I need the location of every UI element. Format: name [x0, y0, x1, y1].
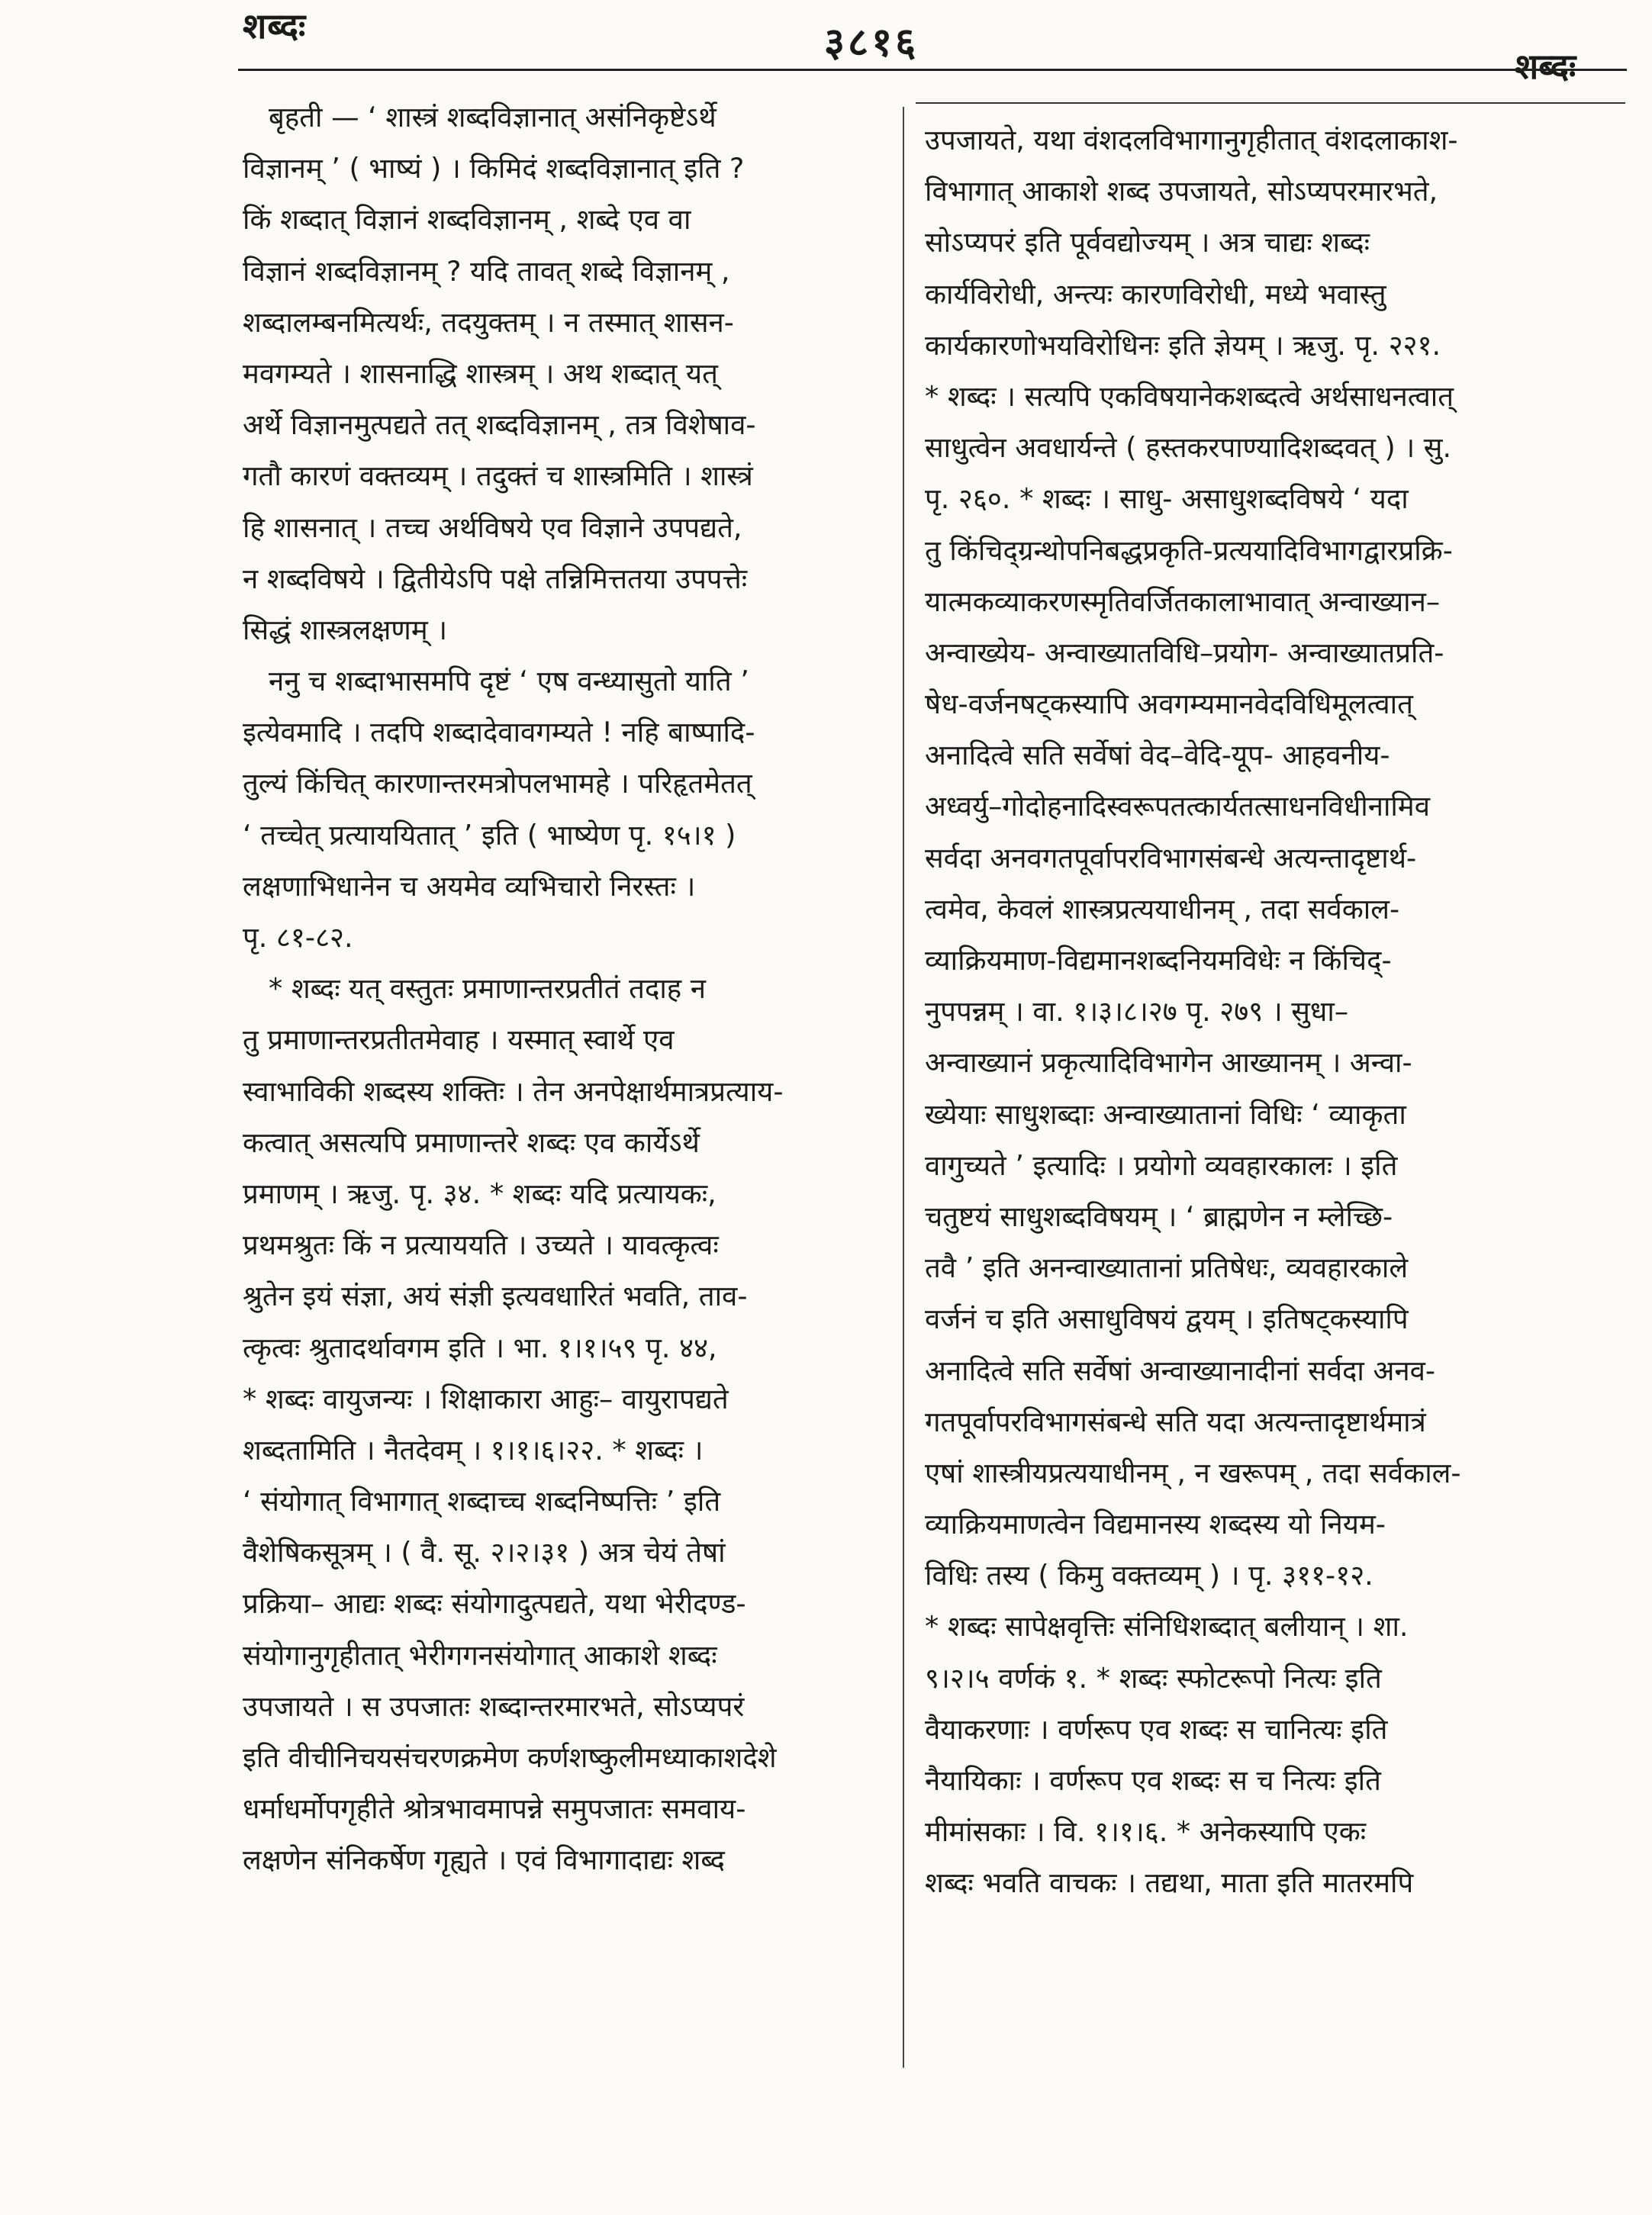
- text-line: चतुष्टयं साधुशब्दविषयम् । ‘ ब्राह्मणेन न म्लेच्छि-: [925, 1199, 1393, 1233]
- text-line: * शब्दः यत् वस्तुतः प्रमाणान्तरप्रतीतं तदाह न: [269, 972, 707, 1006]
- text-line: सोऽप्यपरं इति पूर्ववद्योज्यम् । अत्र चाद्यः शब्दः: [925, 226, 1370, 259]
- text-line: नैयायिकाः । वर्णरूप एव शब्दः स च नित्यः इति: [925, 1764, 1381, 1797]
- text-line: हि शासनात् । तच्च अर्थविषये एव विज्ञाने उपपद्यते,: [243, 510, 742, 544]
- text-line: ‘ संयोगात् विभागात् शब्दाच्च शब्दनिष्पत्तिः ’ इति: [243, 1485, 721, 1518]
- text-line: नुपपन्नम् । वा. १।३।८।२७ पृ. २७९ । सुधा–: [925, 995, 1349, 1029]
- text-line: प्रमाणम् । ऋजु. पृ. ३४. * शब्दः यदि प्रत्यायकः,: [243, 1177, 717, 1210]
- header-right-word: शब्दः: [1515, 46, 1576, 87]
- text-line: वागुच्यते ’ इत्यादिः । प्रयोगो व्यवहारकालः । इति: [925, 1148, 1398, 1182]
- text-line: अनादित्वे सति सर्वेषां अन्वाख्यानादीनां सर्वदा अनव-: [925, 1354, 1436, 1387]
- text-line: साधुत्वेन अवधार्यन्ते ( हस्तकरपाण्यादिशब्दवत् ) । सु.: [925, 431, 1452, 465]
- header-left-word: शब्दः: [243, 5, 307, 47]
- text-line: इत्येवमादि । तदपि शब्दादेवावगम्यते ! नहि बाष्पादि-: [243, 716, 755, 749]
- header-rule-secondary: [916, 102, 1625, 104]
- text-line: विज्ञानं शब्दविज्ञानम् ? यदि तावत् शब्दे विज्ञानम् ,: [243, 254, 730, 288]
- text-line: तवै ’ इति अनन्वाख्यातानां प्रतिषेधः, व्यवहारकाले: [925, 1251, 1409, 1285]
- text-line: विधिः तस्य ( किमु वक्तव्यम् ) । पृ. ३११-१२.: [925, 1559, 1373, 1592]
- text-line: अनादित्वे सति सर्वेषां वेद–वेदि-यूप- आहवनीय-: [925, 739, 1390, 772]
- text-line: धर्माधर्मोपगृहीते श्रोत्रभावमापन्ने समुपजातः समवाय-: [243, 1792, 746, 1826]
- text-line: वैशेषिकसूत्रम् । ( वै. सू. २।२।३१ ) अत्र चेयं तेषां: [243, 1536, 726, 1569]
- text-line: न शब्दविषये । द्वितीयेऽपि पक्षे तन्निमित्ततया उपपत्तेः: [243, 562, 748, 595]
- text-line: कत्वात् असत्यपि प्रमाणान्तरे शब्दः एव कार्येऽर्थे: [243, 1125, 700, 1159]
- text-line: ‘ तच्चेत् प्रत्याययितात् ’ इति ( भाष्येण पृ. १५।१ ): [243, 818, 736, 852]
- text-line: पृ. ८१-८२.: [243, 921, 353, 954]
- text-line: गतौ कारणं वक्तव्यम् । तदुक्तं च शास्त्रमिति । शास्त्रं: [243, 459, 753, 493]
- text-line: विज्ञानम् ’ ( भाष्यं ) । किमिदं शब्दविज्ञानात् इति ?: [243, 152, 745, 185]
- text-line: त्वमेव, केवलं शास्त्रप्रत्ययाधीनम् , तदा सर्वकाल-: [925, 892, 1400, 926]
- text-line: वर्जनं च इति असाधुविषयं द्वयम् । इतिषट्कस्यापि: [925, 1302, 1409, 1336]
- text-line: व्याक्रियमाण-विद्यमानशब्दनियमविधेः न किंचिद्-: [925, 944, 1392, 977]
- text-line: उपजायते । स उपजातः शब्दान्तरमारभते, सोऽप्यपरं: [243, 1689, 745, 1723]
- text-line: कार्यकारणोभयविरोधिनः इति ज्ञेयम् । ऋजु. पृ. २२१.: [925, 328, 1441, 362]
- text-line: उपजायते, यथा वंशदलविभागानुगृहीतात् वंशदलाकाश-: [925, 124, 1458, 156]
- page-number: ३८१६: [824, 20, 919, 66]
- text-line: किं शब्दात् विज्ञानं शब्दविज्ञानम् , शब्दे एव वा: [243, 203, 691, 237]
- text-line: अन्वाख्यानं प्रकृत्यादिविभागेन आख्यानम् । अन्वा-: [925, 1046, 1412, 1080]
- text-line: * शब्दः वायुजन्यः । शिक्षाकारा आहुः– वायुरापद्यते: [243, 1382, 729, 1415]
- text-line: ९।२।५ वर्णकं १. * शब्दः स्फोटरूपो नित्यः इति: [925, 1661, 1382, 1695]
- text-line: लक्षणेन संनिकर्षेण गृह्यते । एवं विभागादाद्यः शब्द: [243, 1843, 725, 1877]
- text-line: प्रथमश्रुतः किं न प्रत्याययति । उच्यते । यावत्कृत्वः: [243, 1228, 719, 1262]
- text-line: शब्दतामिति । नैतदेवम् । १।१।६।२२. * शब्दः ।: [243, 1433, 704, 1466]
- text-line: तुल्यं किंचित् कारणान्तरमत्रोपलभामहे । परिहृतमेतत्: [243, 767, 752, 800]
- text-line: शब्दः भवति वाचकः । तद्यथा, माता इति मातरमपि: [925, 1866, 1414, 1900]
- text-line: स्वाभाविकी शब्दस्य शक्तिः । तेन अनपेक्षार्थमात्रप्रत्याय-: [243, 1074, 784, 1108]
- text-line: अन्वाख्येय- अन्वाख्यातविधि–प्रयोग- अन्वाख्यातप्रति-: [925, 636, 1444, 669]
- text-line: मीमांसकाः । वि. १।१।६. * अनेकस्यापि एकः: [925, 1815, 1367, 1849]
- text-line: सर्वदा अनवगतपूर्वापरविभागसंबन्धे अत्यन्तादृष्टार्थ-: [925, 841, 1417, 874]
- text-line: सिद्धं शास्त्रलक्षणम् ।: [243, 613, 448, 646]
- left-column: [243, 92, 876, 1886]
- text-line: कार्यविरोधी, अन्त्यः कारणविरोधी, मध्ये भवास्तु: [925, 277, 1386, 311]
- right-column: [925, 114, 1604, 1909]
- text-line: ननु च शब्दाभासमपि दृष्टं ‘ एष वन्ध्यासुतो याति ’: [269, 665, 749, 698]
- text-line: पृ. २६०. * शब्दः । साधु- असाधुशब्दविषये ‘ यदा: [925, 482, 1409, 516]
- text-line: यात्मकव्याकरणस्मृतिवर्जितकालाभावात् अन्वाख्यान–: [925, 584, 1441, 618]
- header-rule: [238, 69, 1627, 71]
- text-line: एषां शास्त्रीयप्रत्ययाधीनम् , न खरूपम् , तदा सर्वकाल-: [925, 1456, 1461, 1489]
- text-line: इति वीचीनिचयसंचरणक्रमेण कर्णशष्कुलीमध्याकाशदेशे: [243, 1741, 777, 1774]
- text-line: * शब्दः सापेक्षवृत्तिः संनिधिशब्दात् बलीयान् । शा.: [925, 1610, 1409, 1644]
- text-line: * शब्दः । सत्यपि एकविषयानेकशब्दत्वे अर्थसाधनत्वात्: [925, 379, 1454, 413]
- text-line: तु किंचिद्ग्रन्थोपनिबद्धप्रकृति-प्रत्ययादिविभागद्वारप्रक्रि-: [925, 533, 1453, 567]
- text-line: ख्येयाः साधुशब्दाः अन्वाख्यातानां विधिः ‘ व्याकृता: [925, 1097, 1406, 1131]
- text-line: अर्थे विज्ञानमुत्पद्यते तत् शब्दविज्ञानम् , तत्र विशेषाव-: [243, 408, 756, 442]
- text-line: लक्षणाभिधानेन च अयमेव व्यभिचारो निरस्तः ।: [243, 869, 696, 903]
- text-line: व्याक्रियमाणत्वेन विद्यमानस्य शब्दस्य यो नियम-: [925, 1508, 1386, 1541]
- text-line: प्रक्रिया– आद्यः शब्दः संयोगादुत्पद्यते, यथा भेरीदण्ड-: [243, 1587, 746, 1621]
- column-divider: [903, 107, 904, 2068]
- text-line: विभागात् आकाशे शब्द उपजायते, सोऽप्यपरमारभते,: [925, 175, 1438, 208]
- text-line: त्कृत्वः श्रुतादर्थावगम इति । भा. १।१।५९ पृ. ४४,: [243, 1331, 717, 1364]
- text-line: गतपूर्वापरविभागसंबन्धे सति यदा अत्यन्तादृष्टार्थमात्रं: [925, 1405, 1426, 1438]
- text-line: तु प्रमाणान्तरप्रतीतमेवाह । यस्मात् स्वार्थे एव: [243, 1023, 675, 1057]
- text-line: अध्वर्यु–गोदोहनादिस्वरूपतत्कार्यतत्साधनविधीनामिव: [925, 790, 1431, 823]
- text-line: श्रुतेन इयं संज्ञा, अयं संज्ञी इत्यवधारितं भवति, ताव-: [243, 1280, 748, 1313]
- text-line: मवगम्यते । शासनाद्धि शास्त्रम् । अथ शब्दात् यत्: [243, 356, 718, 390]
- text-line: शब्दालम्बनमित्यर्थः, तदयुक्तम् । न तस्मात् शासन-: [243, 305, 734, 339]
- text-line: बृहती — ‘ शास्त्रं शब्दविज्ञानात् असंनिकृष्टेऽर्थे: [269, 101, 717, 134]
- text-line: संयोगानुगृहीतात् भेरीगगनसंयोगात् आकाशे शब्दः: [243, 1638, 717, 1672]
- text-line: षेध-वर्जनषट्कस्यापि अवगम्यमानवेदविधिमूलत्वात्: [925, 687, 1413, 721]
- text-line: वैयाकरणाः । वर्णरूप एव शब्दः स चानित्यः इति: [925, 1712, 1388, 1746]
